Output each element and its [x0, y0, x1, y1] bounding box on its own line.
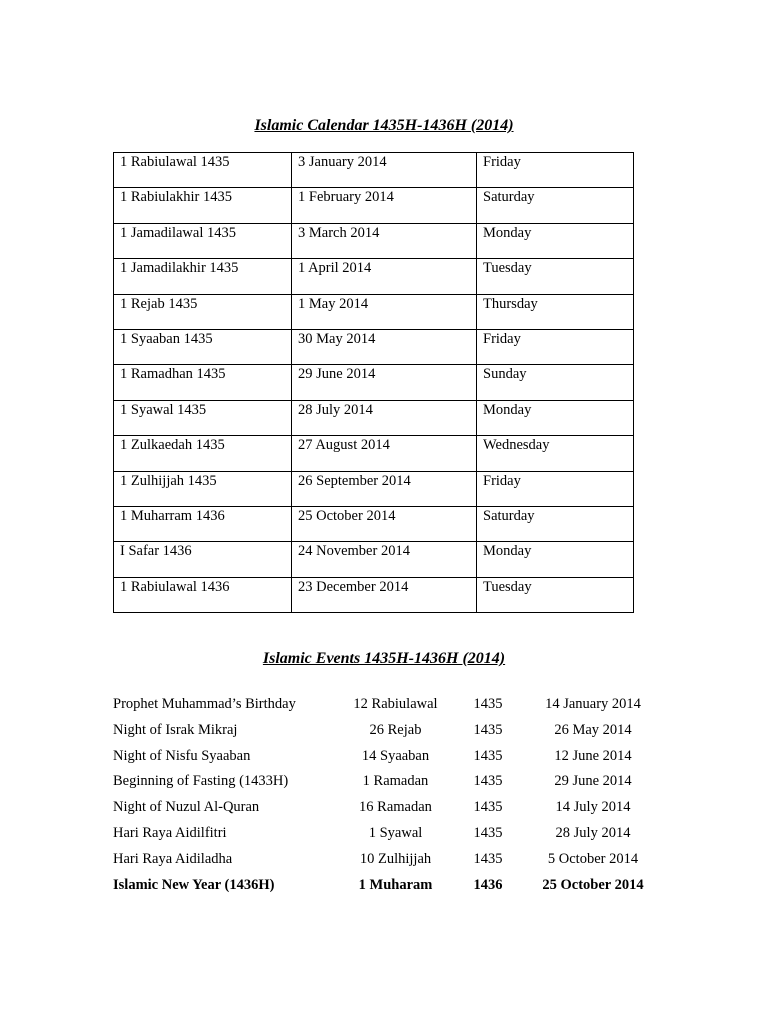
gregorian-date-cell: 3 January 2014 — [292, 153, 477, 188]
gregorian-date-cell: 30 May 2014 — [292, 329, 477, 364]
hijri-month-cell: 1 Muharram 1436 — [114, 506, 292, 541]
table-row — [114, 577, 634, 612]
weekday-cell: Tuesday — [477, 259, 634, 294]
weekday-cell: Friday — [477, 153, 634, 188]
event-gregorian-date: 14 July 2014 — [555, 799, 631, 816]
table-row — [114, 223, 634, 258]
list-item — [113, 771, 658, 797]
hijri-month-cell: 1 Rabiulawal 1435 — [114, 153, 292, 188]
list-item — [113, 875, 658, 901]
gregorian-date-cell: 28 July 2014 — [292, 400, 477, 435]
hijri-month-cell: 1 Jamadilakhir 1435 — [114, 259, 292, 294]
event-gregorian-date: 25 October 2014 — [542, 876, 644, 893]
event-gregorian-date: 14 January 2014 — [545, 696, 641, 712]
weekday-cell: Wednesday — [477, 436, 634, 471]
weekday-cell: Saturday — [477, 506, 634, 541]
weekday-cell: Saturday — [477, 188, 634, 223]
gregorian-date-cell: 1 April 2014 — [292, 259, 477, 294]
list-item — [113, 849, 658, 875]
event-hijri-year: 1435 — [473, 773, 503, 790]
hijri-month-cell: I Safar 1436 — [114, 542, 292, 577]
weekday-cell: Sunday — [477, 365, 634, 400]
event-hijri-year: 1435 — [473, 696, 503, 712]
calendar-title: Islamic Calendar 1435H-1436H (2014) — [254, 117, 514, 134]
hijri-month-cell: 1 Rejab 1435 — [114, 294, 292, 329]
gregorian-date-cell: 25 October 2014 — [292, 506, 477, 541]
list-item — [113, 746, 658, 772]
event-hijri-date: 1 Syawal — [368, 824, 423, 841]
events-list — [113, 694, 658, 900]
list-item — [113, 720, 658, 746]
event-name: Beginning of Fasting (1433H) — [113, 773, 289, 790]
event-hijri-year: 1435 — [473, 747, 503, 764]
weekday-cell: Monday — [477, 542, 634, 577]
gregorian-date-cell: 1 May 2014 — [292, 294, 477, 329]
event-name: Islamic New Year (1436H) — [113, 876, 275, 893]
hijri-month-cell: 1 Syaaban 1435 — [114, 329, 292, 364]
table-row — [114, 436, 634, 471]
weekday-cell: Friday — [477, 329, 634, 364]
event-gregorian-date: 26 May 2014 — [554, 721, 632, 738]
list-item — [113, 694, 658, 720]
event-hijri-year: 1435 — [473, 850, 503, 867]
table-row — [114, 329, 634, 364]
table-row — [114, 400, 634, 435]
weekday-cell: Monday — [477, 400, 634, 435]
events-title: Islamic Events 1435H-1436H (2014) — [262, 650, 506, 667]
event-hijri-date: 14 Syaaban — [361, 747, 430, 764]
table-row — [114, 471, 634, 506]
event-hijri-date: 12 Rabiulawal — [353, 696, 438, 712]
event-name: Night of Israk Mikraj — [113, 721, 238, 738]
event-hijri-year: 1435 — [473, 799, 503, 816]
list-item — [113, 823, 658, 849]
hijri-month-cell: 1 Zulkaedah 1435 — [114, 436, 292, 471]
table-row — [114, 153, 634, 188]
weekday-cell: Tuesday — [477, 577, 634, 612]
event-gregorian-date: 12 June 2014 — [554, 747, 632, 764]
event-name: Night of Nuzul Al-Quran — [113, 799, 260, 816]
calendar-table — [113, 152, 634, 613]
hijri-month-cell: 1 Rabiulawal 1436 — [114, 577, 292, 612]
hijri-month-cell: 1 Rabiulakhir 1435 — [114, 188, 292, 223]
gregorian-date-cell: 24 November 2014 — [292, 542, 477, 577]
event-gregorian-date: 28 July 2014 — [555, 824, 631, 841]
gregorian-date-cell: 3 March 2014 — [292, 223, 477, 258]
event-hijri-date: 16 Ramadan — [359, 799, 432, 816]
table-row — [114, 294, 634, 329]
table-row — [114, 259, 634, 294]
event-hijri-year: 1435 — [473, 721, 503, 738]
event-hijri-year: 1435 — [473, 824, 503, 841]
event-name: Hari Raya Aidiladha — [113, 850, 233, 867]
event-hijri-date: 1 Muharam — [358, 876, 433, 893]
hijri-month-cell: 1 Ramadhan 1435 — [114, 365, 292, 400]
table-row — [114, 506, 634, 541]
event-gregorian-date: 5 October 2014 — [547, 850, 639, 867]
event-hijri-date: 10 Zulhijjah — [359, 850, 432, 867]
gregorian-date-cell: 23 December 2014 — [292, 577, 477, 612]
hijri-month-cell: 1 Syawal 1435 — [114, 400, 292, 435]
list-item — [113, 797, 658, 823]
event-gregorian-date: 29 June 2014 — [554, 773, 632, 790]
hijri-month-cell: 1 Jamadilawal 1435 — [114, 223, 292, 258]
weekday-cell: Thursday — [477, 294, 634, 329]
event-name: Prophet Muhammad’s Birthday — [113, 696, 296, 712]
table-row — [114, 542, 634, 577]
weekday-cell: Monday — [477, 223, 634, 258]
event-hijri-year: 1436 — [473, 876, 503, 893]
table-row — [114, 365, 634, 400]
table-row — [114, 188, 634, 223]
event-name: Hari Raya Aidilfitri — [113, 824, 227, 841]
gregorian-date-cell: 1 February 2014 — [292, 188, 477, 223]
gregorian-date-cell: 27 August 2014 — [292, 436, 477, 471]
hijri-month-cell: 1 Zulhijjah 1435 — [114, 471, 292, 506]
weekday-cell: Friday — [477, 471, 634, 506]
event-hijri-date: 26 Rejab — [369, 721, 422, 738]
event-name: Night of Nisfu Syaaban — [113, 747, 251, 764]
event-hijri-date: 1 Ramadan — [362, 773, 429, 790]
gregorian-date-cell: 26 September 2014 — [292, 471, 477, 506]
gregorian-date-cell: 29 June 2014 — [292, 365, 477, 400]
